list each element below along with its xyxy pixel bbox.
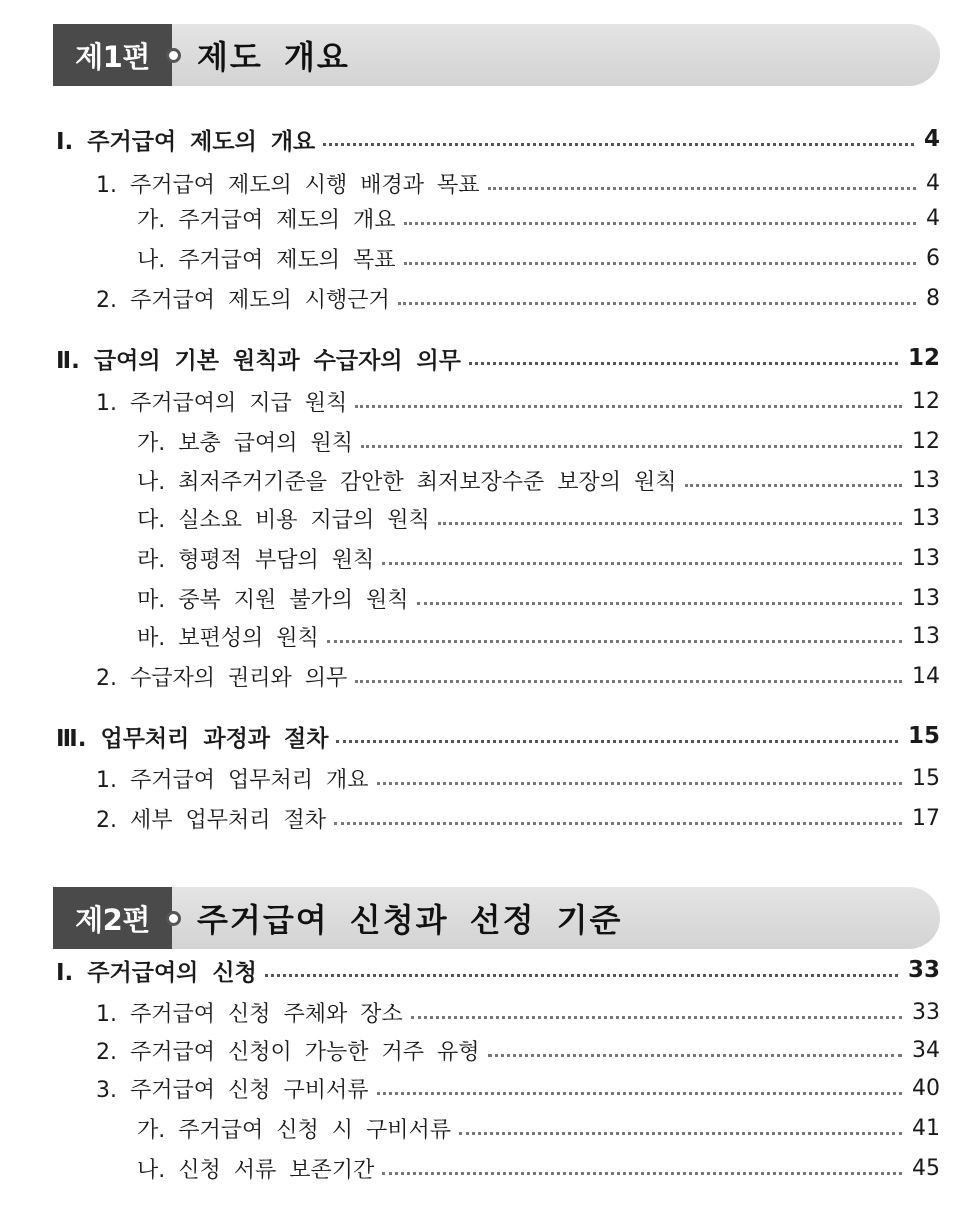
toc-entry[interactable] — [0, 581, 940, 615]
toc-entry-title: 3. 주거급여 신청 구비서류 — [96, 1077, 369, 1103]
toc-entry-title: 1. 주거급여 업무처리 개요 — [96, 767, 369, 793]
dot-leader — [377, 1092, 903, 1095]
toc-entry-title: 2. 수급자의 권리와 의무 — [96, 665, 348, 691]
toc-entry-title: 라. 형평적 부담의 원칙 — [137, 547, 375, 573]
toc-page-number: 34 — [912, 1037, 940, 1063]
part-header — [53, 887, 940, 949]
dot-leader — [355, 680, 902, 683]
toc-entry[interactable] — [0, 1033, 940, 1067]
toc-entry[interactable] — [0, 424, 940, 458]
toc-entry[interactable] — [0, 1071, 940, 1105]
dot-leader — [323, 143, 914, 146]
dot-leader — [355, 405, 902, 408]
toc-entry-title: 1. 주거급여 신청 주체와 장소 — [96, 1001, 403, 1027]
toc-entry-title: 가. 주거급여 제도의 개요 — [137, 207, 396, 233]
toc-entry-title: Ⅱ. 급여의 기본 원칙과 수급자의 의무 — [56, 347, 461, 374]
part-header-bar — [53, 24, 940, 86]
dot-leader — [265, 974, 898, 977]
part-title: 주거급여 신청과 선정 기준 — [197, 901, 623, 939]
toc-entry[interactable] — [0, 501, 940, 535]
toc-page-number: 8 — [926, 285, 940, 311]
toc-entry[interactable] — [0, 1151, 940, 1185]
dot-leader — [404, 222, 917, 225]
dot-leader — [404, 262, 917, 265]
toc-page-number: 40 — [912, 1075, 940, 1101]
dot-leader — [411, 1016, 902, 1019]
dot-leader — [377, 782, 903, 785]
dot-leader — [334, 822, 902, 825]
toc-entry-title: 가. 주거급여 신청 시 구비서류 — [137, 1117, 451, 1143]
toc-entry-title: 나. 신청 서류 보존기간 — [137, 1157, 375, 1183]
toc-page-number: 12 — [907, 345, 940, 371]
toc-page-number: 33 — [907, 957, 940, 983]
toc-entry[interactable] — [0, 384, 940, 418]
toc-page-number: 12 — [912, 388, 940, 414]
toc-page-number: 13 — [912, 585, 940, 611]
dot-leader — [469, 362, 898, 365]
toc-page-number: 6 — [926, 245, 940, 271]
toc-page-number: 4 — [923, 126, 940, 152]
toc-page-number: 17 — [912, 805, 940, 831]
toc-entry[interactable] — [0, 761, 940, 795]
dot-leader — [382, 562, 902, 565]
part-header — [53, 24, 940, 86]
part-title: 제도 개요 — [197, 38, 350, 76]
circle-bullet-icon — [166, 911, 181, 926]
toc-page-number: 15 — [912, 765, 940, 791]
dot-leader — [327, 640, 902, 643]
toc-entry[interactable] — [0, 541, 940, 575]
toc-entry[interactable] — [0, 341, 940, 375]
dot-leader — [361, 445, 902, 448]
toc-entry-title: Ⅰ. 주거급여 제도의 개요 — [56, 128, 316, 155]
toc-page-number: 4 — [926, 170, 940, 196]
toc-entry[interactable] — [0, 281, 940, 315]
part-label: 제1편 — [53, 24, 172, 86]
toc-page-number: 45 — [912, 1155, 940, 1181]
toc-page-number: 15 — [907, 723, 940, 749]
toc-entry-title: 가. 보충 급여의 원칙 — [137, 430, 353, 456]
toc-entry[interactable] — [0, 122, 940, 156]
toc-entry-title: 1. 주거급여의 지급 원칙 — [96, 390, 348, 416]
dot-leader — [382, 1172, 902, 1175]
toc-page-number: 41 — [912, 1115, 940, 1141]
toc-entry-title: 마. 중복 지원 불가의 원칙 — [137, 587, 409, 613]
toc-entry[interactable] — [0, 463, 940, 497]
toc-entry[interactable] — [0, 1111, 940, 1145]
toc-entry[interactable] — [0, 801, 940, 835]
dot-leader — [336, 740, 898, 743]
dot-leader — [417, 602, 903, 605]
dot-leader — [438, 522, 902, 525]
toc-entry-title: 다. 실소요 비용 지급의 원칙 — [137, 507, 430, 533]
toc-entry[interactable] — [0, 201, 940, 235]
toc-page-number: 13 — [912, 623, 940, 649]
toc-entry[interactable] — [0, 719, 940, 753]
toc-entry[interactable] — [0, 659, 940, 693]
toc-entry-title: Ⅲ. 업무처리 과정과 절차 — [56, 725, 329, 752]
toc-entry-title: Ⅰ. 주거급여의 신청 — [56, 959, 257, 986]
toc-entry-title: 1. 주거급여 제도의 시행 배경과 목표 — [96, 172, 480, 198]
dot-leader — [488, 1054, 903, 1057]
toc-entry[interactable] — [0, 619, 940, 653]
toc-entry-title: 바. 보편성의 원칙 — [137, 625, 319, 651]
dot-leader — [459, 1132, 902, 1135]
toc-page-number: 13 — [912, 505, 940, 531]
toc-page-number: 4 — [926, 205, 940, 231]
toc-entry[interactable] — [0, 953, 940, 987]
part-label: 제2편 — [53, 887, 172, 949]
toc-entry-title: 2. 주거급여 제도의 시행근거 — [96, 287, 390, 313]
toc-entry-title: 나. 최저주거기준을 감안한 최저보장수준 보장의 원칙 — [137, 469, 677, 495]
toc-entry-title: 2. 세부 업무처리 절차 — [96, 807, 326, 833]
toc-page-number: 12 — [912, 428, 940, 454]
circle-bullet-icon — [166, 48, 181, 63]
toc-entry[interactable] — [0, 241, 940, 275]
toc-entry-title: 2. 주거급여 신청이 가능한 거주 유형 — [96, 1039, 480, 1065]
toc-entry[interactable] — [0, 166, 940, 200]
dot-leader — [685, 484, 902, 487]
toc-page-number: 13 — [912, 545, 940, 571]
toc-page-number: 33 — [912, 999, 940, 1025]
toc-entry-title: 나. 주거급여 제도의 목표 — [137, 247, 396, 273]
dot-leader — [488, 187, 917, 190]
toc-page-number: 14 — [912, 663, 940, 689]
toc-page-number: 13 — [912, 467, 940, 493]
toc-entry[interactable] — [0, 995, 940, 1029]
dot-leader — [398, 302, 916, 305]
